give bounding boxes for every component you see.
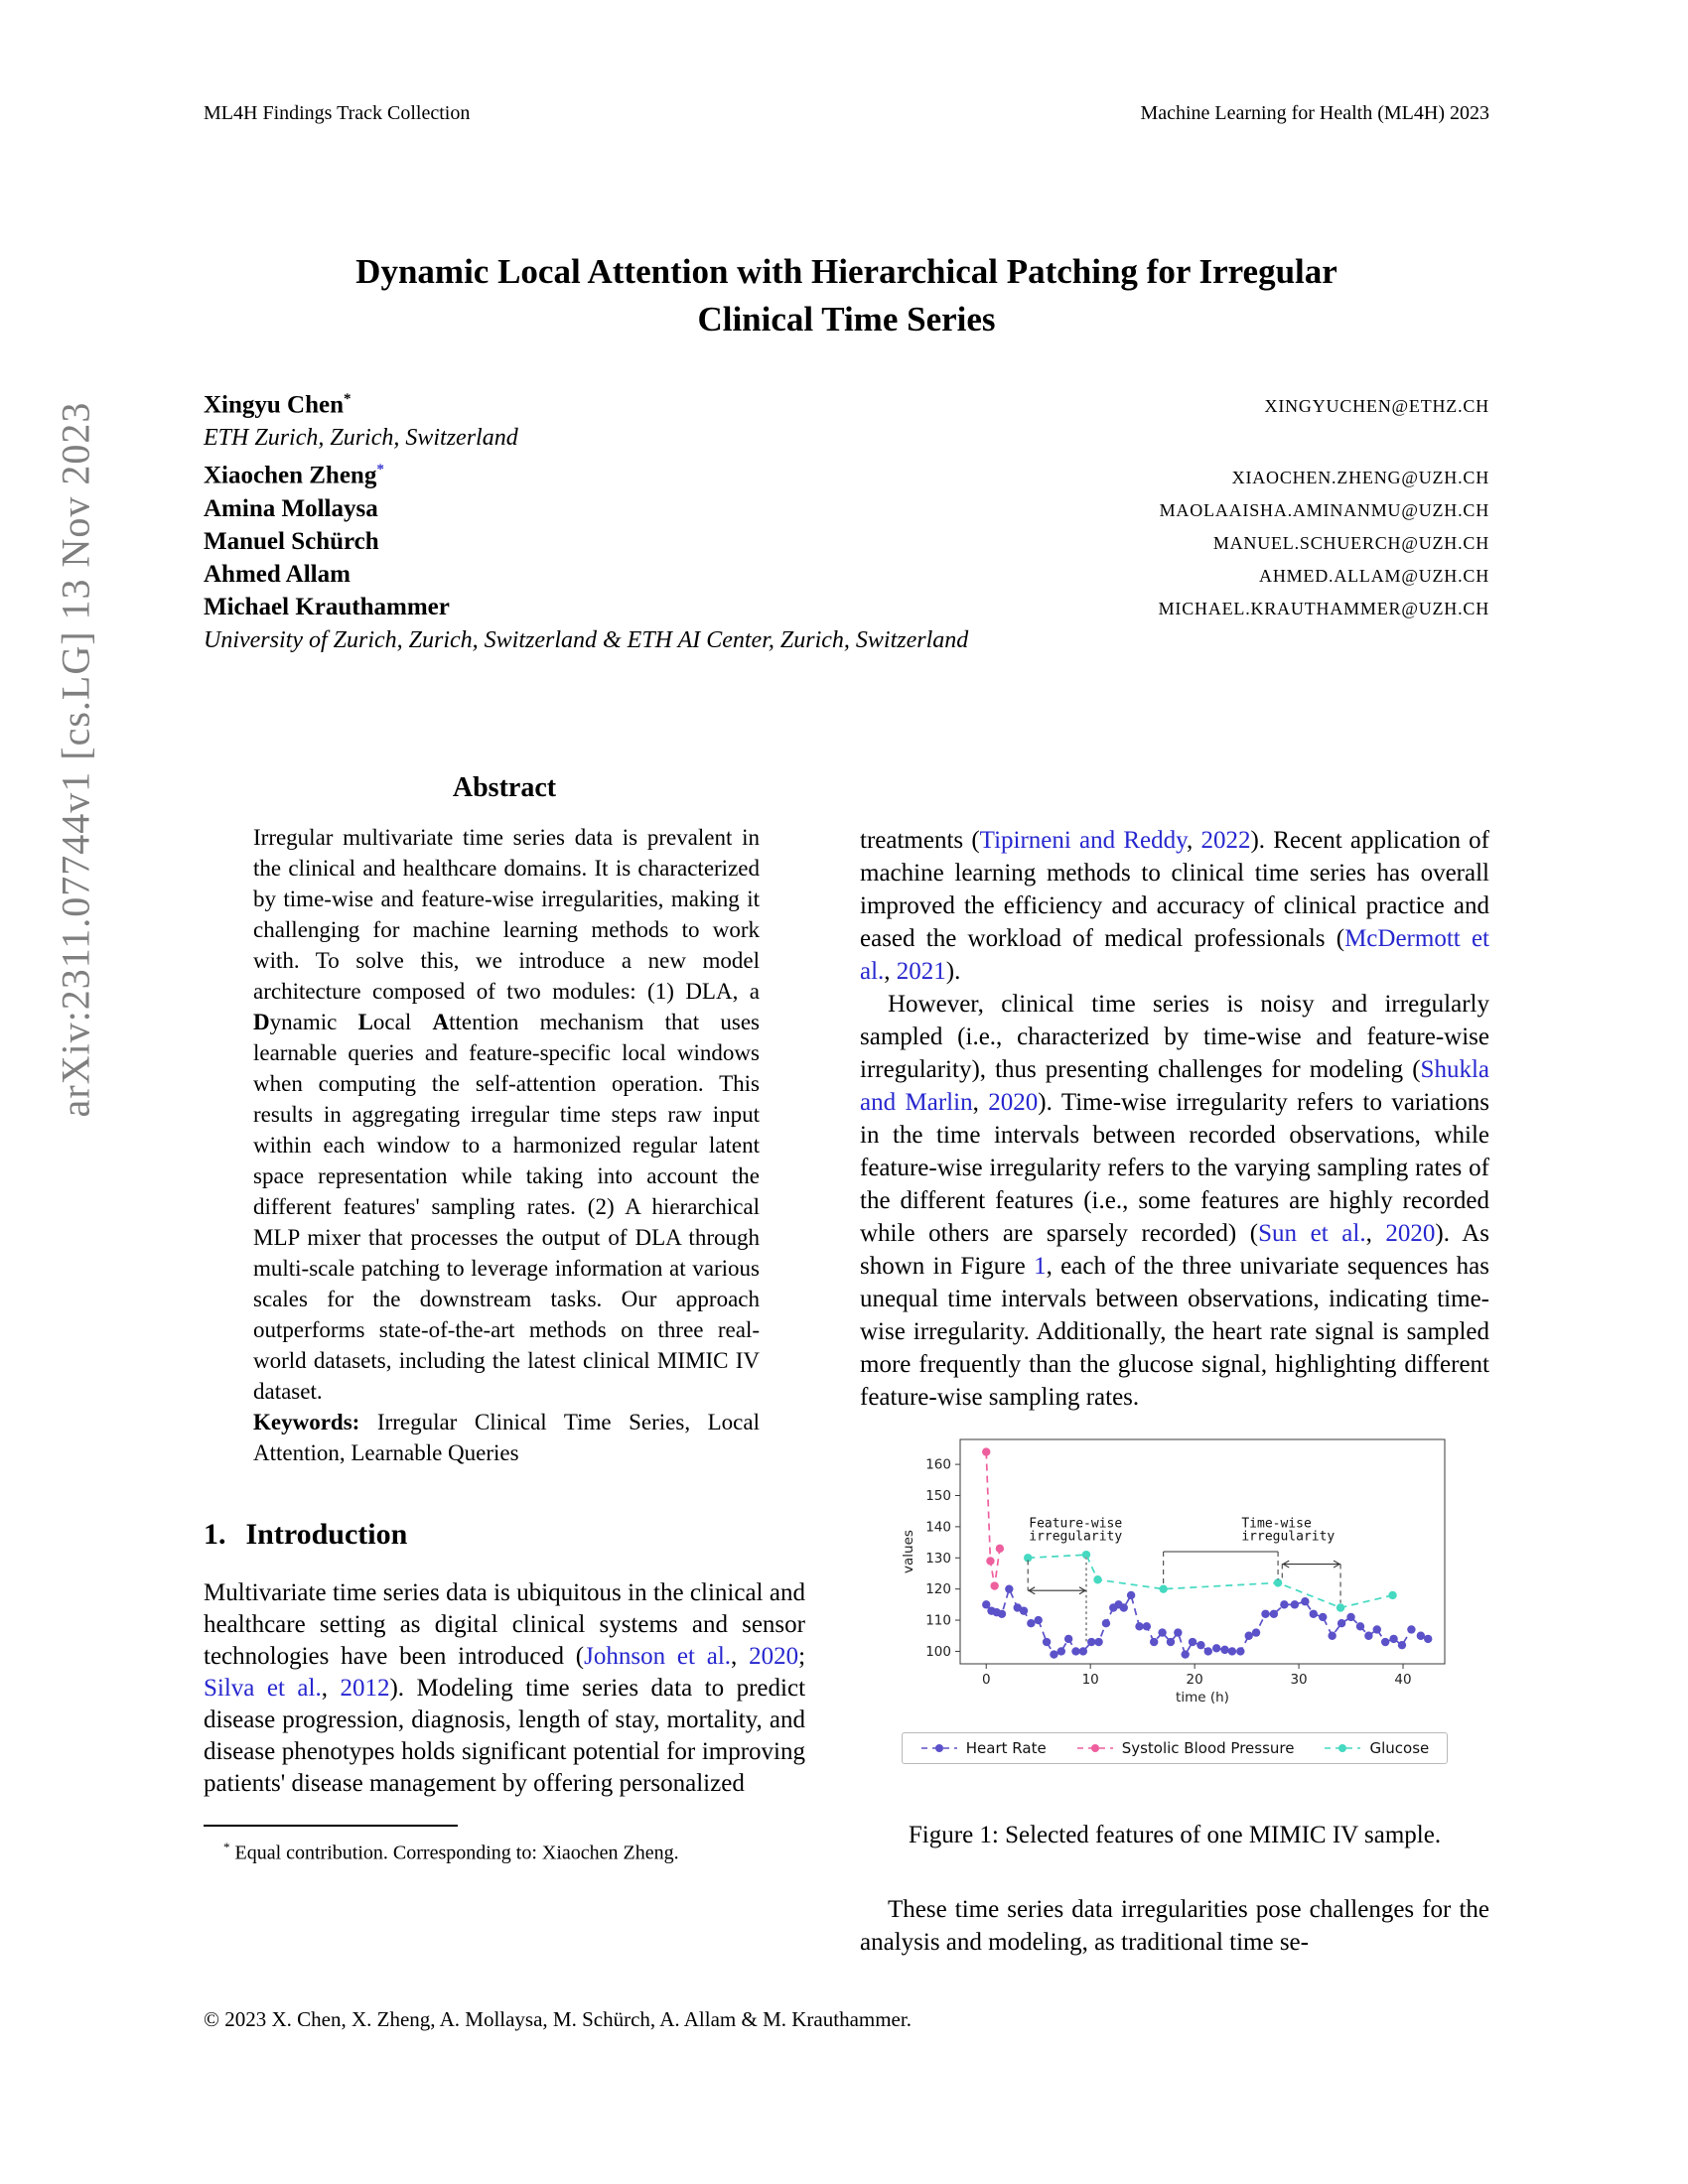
text-run: ). Time-wise irregularity refers to variations in the time intervals between recorded observations, while feature-wise irregularity refers to the varying sampling rates of the different features (i.e., some features are highly recorded while others are sparsely recorded) ( <box>860 1089 1489 1247</box>
svg-text:values: values <box>901 1530 916 1573</box>
text-run: Equal contribution. Corresponding to: Xiaochen Zheng. <box>229 1842 679 1864</box>
legend-label: Systolic Blood Pressure <box>1121 1739 1295 1757</box>
citation-link[interactable]: 2020 <box>988 1089 1039 1116</box>
text-run: , <box>321 1675 341 1702</box>
footnote-block <box>204 1825 805 1866</box>
figure-1-chart <box>897 1428 1453 1721</box>
svg-text:100: 100 <box>925 1643 951 1660</box>
citation-link[interactable]: 1 <box>1034 1253 1047 1280</box>
header-right-text: Machine Learning for Health (ML4H) 2023 <box>1140 102 1489 124</box>
citation-link[interactable]: Shukla and Marlin <box>860 1056 1489 1116</box>
bold-text: D <box>253 1010 270 1034</box>
svg-text:10: 10 <box>1081 1672 1099 1688</box>
author-name: Amina Mollaysa <box>204 494 378 522</box>
citation-link[interactable]: Johnson et al. <box>584 1643 732 1670</box>
body-paragraph-1 <box>860 824 1489 988</box>
svg-text:130: 130 <box>925 1550 951 1567</box>
legend-label: Glucose <box>1369 1739 1430 1757</box>
legend-item <box>1076 1739 1295 1757</box>
figure-1-caption: Figure 1: Selected features of one MIMIC IV sample. <box>908 1822 1442 1848</box>
text-run: * <box>223 1840 230 1854</box>
authors-block <box>204 383 1489 656</box>
figure-1 <box>860 1428 1489 1849</box>
citation-link[interactable]: 2020 <box>1385 1220 1436 1247</box>
text-run: Irregular Clinical Time Series, Local Attention, Learnable Queries <box>253 1410 760 1465</box>
footnote-rule <box>204 1825 458 1827</box>
running-header <box>204 102 1489 125</box>
title-line-2: Clinical Time Series <box>697 300 996 339</box>
text-run: However, clinical time series is noisy and irregularly sampled (i.e., characterized by time-wise and feature-wise irregularity), thus presenting challenges for modeling ( <box>860 991 1489 1083</box>
text-run: , <box>731 1643 750 1670</box>
section-title: Introduction <box>245 1518 408 1551</box>
right-column <box>860 824 1489 1959</box>
svg-text:time (h): time (h) <box>1176 1690 1229 1706</box>
svg-text:irregularity: irregularity <box>1029 1529 1123 1545</box>
body-paragraph-2 <box>860 988 1489 1414</box>
text-run: , <box>884 958 897 985</box>
text-run: ). As shown in Figure <box>860 1220 1489 1280</box>
legend-label: Heart Rate <box>965 1739 1047 1757</box>
title-line-1: Dynamic Local Attention with Hierarchical Patching for Irregular <box>355 252 1337 291</box>
svg-text:110: 110 <box>925 1612 951 1629</box>
author-row <box>204 493 1489 526</box>
left-column <box>204 772 805 1866</box>
text-run: ). Recent application of machine learning methods to clinical time series has overall improved the efficiency and accuracy of clinical practice and eased the workload of medical professionals ( <box>860 827 1489 952</box>
equal-contribution-mark: * <box>344 391 352 407</box>
section-heading-introduction <box>204 1518 805 1552</box>
abstract-heading: Abstract <box>452 772 557 803</box>
text-run: Irregular multivariate time series data is prevalent in the clinical and healthcare domains. It is characterized by time-wise and feature-wise irregularities, making it challenging for machine learning methods to work with. To solve this, we introduce a new model architecture composed of two modules: (1) DLA, a <box>253 825 760 1004</box>
citation-link[interactable]: 2022 <box>1200 827 1251 854</box>
legend-item <box>1324 1739 1429 1757</box>
author-affiliation: ETH Zurich, Zurich, Switzerland <box>204 425 518 452</box>
svg-text:140: 140 <box>925 1519 951 1536</box>
arxiv-watermark: arXiv:2311.07744v1 [cs.LG] 13 Nov 2023 <box>53 401 98 1118</box>
author-affiliation: University of Zurich, Zurich, Switzerland & ETH AI Center, Zurich, Switzerland <box>204 626 969 653</box>
author-email[interactable]: AHMED.ALLAM@UZH.CH <box>1259 565 1489 586</box>
bold-text: Keywords: <box>253 1410 360 1434</box>
bold-text: A <box>432 1010 450 1034</box>
text-run: , each of the three univariate sequences has unequal time intervals between observations, indicating time-wise irregularity. Additionally, the heart rate signal is sampled more frequently than the glucose signal, highlighting different feature-wise sampling rates. <box>860 1253 1490 1411</box>
author-row <box>204 383 1489 422</box>
text-run: Multivariate time series data is ubiquitous in the clinical and healthcare setting as digital clinical systems and sensor technologies have been introduced ( <box>204 1579 805 1670</box>
legend-marker-icon <box>920 1742 958 1754</box>
svg-text:20: 20 <box>1186 1672 1203 1688</box>
page-title <box>204 248 1489 343</box>
text-run: ynamic <box>269 1010 358 1034</box>
text-run: ocal <box>372 1010 433 1034</box>
text-run: ; <box>798 1643 806 1670</box>
author-name: Michael Krauthammer <box>204 593 450 620</box>
footnote-text <box>204 1835 805 1866</box>
svg-text:Time-wise: Time-wise <box>1241 1516 1312 1532</box>
author-email[interactable]: MAOLAAISHA.AMINANMU@UZH.CH <box>1159 499 1489 520</box>
chart-legend <box>902 1732 1448 1764</box>
author-name: Xiaochen Zheng* <box>204 462 384 489</box>
svg-text:0: 0 <box>981 1672 991 1688</box>
author-email[interactable]: XINGYUCHEN@ETHZ.CH <box>1264 396 1489 417</box>
legend-item <box>920 1739 1047 1757</box>
svg-text:150: 150 <box>925 1488 951 1504</box>
svg-text:irregularity: irregularity <box>1241 1529 1336 1545</box>
citation-link[interactable]: Tipirneni and Reddy <box>979 827 1187 854</box>
equal-contribution-mark: * <box>376 462 384 478</box>
copyright-footer: © 2023 X. Chen, X. Zheng, A. Mollaysa, M. Schürch, A. Allam & M. Krauthammer. <box>204 2007 912 2031</box>
citation-link[interactable]: 2020 <box>749 1643 799 1670</box>
legend-marker-icon <box>1324 1742 1361 1754</box>
author-name: Xingyu Chen* <box>204 391 352 419</box>
text-run: treatments ( <box>860 827 980 854</box>
author-row <box>204 526 1489 559</box>
author-row <box>204 559 1489 592</box>
citation-link[interactable]: Silva et al. <box>204 1675 322 1702</box>
body-paragraph-3: These time series data irregularities pose challenges for the analysis and modeling, as traditional time se- <box>860 1896 1489 1956</box>
text-run: ). Modeling time series data to predict disease progression, diagnosis, length of stay, mortality, and disease phenotypes holds significant potential for improving patients' disease management by offering personalized <box>204 1675 806 1797</box>
svg-text:30: 30 <box>1290 1672 1308 1688</box>
text-run: , <box>1365 1220 1386 1247</box>
svg-text:120: 120 <box>925 1581 951 1598</box>
section-number: 1. <box>204 1518 226 1551</box>
text-run: ttention mechanism that uses learnable queries and feature-specific local windows when computing the self-attention operation. This results in aggregating irregular time steps raw input within each window to a harmonized regular latent space representation while taking into account the different features' sampling rates. (2) A hierarchical MLP mixer that processes the output of DLA through multi-scale patching to leverage information at various scales for the downstream tasks. Our approach outperforms state-of-the-art methods on three real-world datasets, including the latest clinical MIMIC IV dataset. <box>253 1010 760 1404</box>
text-run: , <box>972 1089 989 1116</box>
legend-marker-icon <box>1076 1742 1114 1754</box>
svg-text:40: 40 <box>1394 1672 1412 1688</box>
citation-link[interactable]: Sun et al. <box>1258 1220 1366 1247</box>
citation-link[interactable]: McDermott et al. <box>860 925 1489 985</box>
author-name: Manuel Schürch <box>204 527 379 555</box>
author-email[interactable]: MICHAEL.KRAUTHAMMER@UZH.CH <box>1158 598 1489 618</box>
author-row <box>204 454 1489 492</box>
citation-link[interactable]: 2021 <box>896 958 946 985</box>
citation-link[interactable]: 2012 <box>340 1675 390 1702</box>
author-row <box>204 592 1489 624</box>
author-email[interactable]: XIAOCHEN.ZHENG@UZH.CH <box>1231 467 1489 487</box>
bold-text: L <box>357 1010 373 1034</box>
svg-text:160: 160 <box>925 1456 951 1473</box>
author-email[interactable]: MANUEL.SCHUERCH@UZH.CH <box>1212 532 1489 553</box>
abstract-paragraph <box>253 822 760 1407</box>
introduction-paragraph <box>204 1577 805 1800</box>
svg-text:Feature-wise: Feature-wise <box>1029 1516 1123 1532</box>
text-run: ). <box>945 958 961 985</box>
keywords-line <box>253 1407 760 1468</box>
author-name: Ahmed Allam <box>204 560 351 588</box>
header-left-text: ML4H Findings Track Collection <box>204 102 471 124</box>
text-run: , <box>1187 827 1201 854</box>
